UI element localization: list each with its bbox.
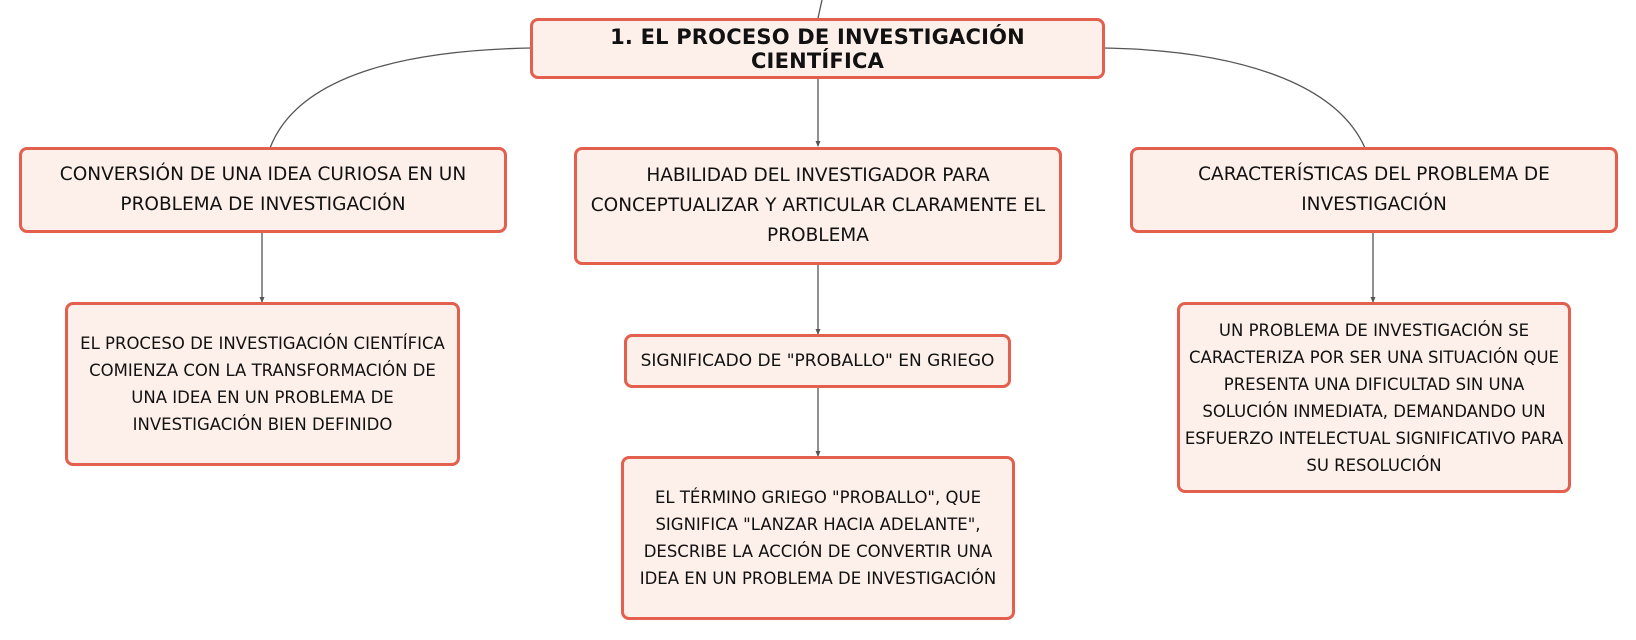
leaf-node-label: EL TÉRMINO GRIEGO "PROBALLO", QUE SIGNIFICA "LANZAR HACIA ADELANTE", DESCRIBE LA ACCIÓN DE CONVERTIR UNA IDEA EN UN PROBLEMA DE INVESTIGACIÓN bbox=[639, 488, 997, 588]
leaf-node-proballo-definition[interactable] bbox=[621, 456, 1015, 620]
leaf-node-label: UN PROBLEMA DE INVESTIGACIÓN SE CARACTERIZA POR SER UNA SITUACIÓN QUE PRESENTA UNA DIFICULTAD SIN UNA SOLUCIÓN INMEDIATA, DEMANDANDO UN ESFUERZO INTELECTUAL SIGNIFICATIVO PARA SU RESOLUCIÓN bbox=[1184, 320, 1564, 475]
branch-node-label: CARACTERÍSTICAS DEL PROBLEMA DE INVESTIGACIÓN bbox=[1198, 164, 1550, 215]
leaf-node-process-start[interactable] bbox=[65, 302, 460, 466]
branch-node-problem-characteristics[interactable] bbox=[1130, 147, 1618, 233]
child-node-label: SIGNIFICADO DE "PROBALLO" EN GRIEGO bbox=[640, 350, 995, 371]
branch-node-label: HABILIDAD DEL INVESTIGADOR PARA CONCEPTUALIZAR Y ARTICULAR CLARAMENTE EL PROBLEMA bbox=[590, 165, 1046, 246]
branch-node-researcher-skill[interactable] bbox=[574, 147, 1062, 265]
leaf-node-label: EL PROCESO DE INVESTIGACIÓN CIENTÍFICA COMIENZA CON LA TRANSFORMACIÓN DE UNA IDEA EN UN PROBLEMA DE INVESTIGACIÓN BIEN DEFINIDO bbox=[80, 334, 445, 434]
root-node-label: 1. EL PROCESO DE INVESTIGACIÓN CIENTÍFICA bbox=[610, 24, 1025, 73]
leaf-node-problem-definition[interactable] bbox=[1177, 302, 1571, 493]
child-node-proballo-meaning[interactable] bbox=[624, 334, 1011, 388]
branch-node-label: CONVERSIÓN DE UNA IDEA CURIOSA EN UN PROBLEMA DE INVESTIGACIÓN bbox=[59, 164, 467, 215]
branch-node-idea-conversion[interactable] bbox=[19, 147, 507, 233]
connector-root-to-branch-left bbox=[270, 48, 531, 148]
connector-root-to-branch-right bbox=[1103, 48, 1365, 148]
root-node[interactable] bbox=[530, 18, 1105, 79]
connector-root-incoming bbox=[818, 0, 822, 18]
